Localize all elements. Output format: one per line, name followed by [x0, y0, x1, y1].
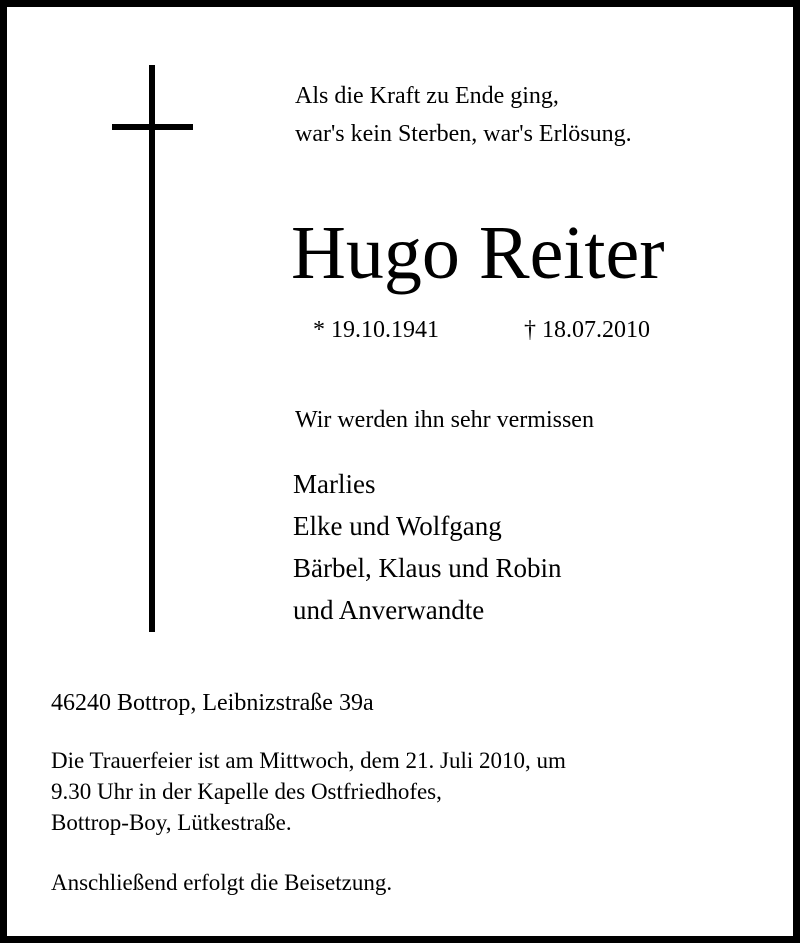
ceremony-line: 9.30 Uhr in der Kapelle des Ostfriedhofes, [51, 779, 442, 804]
cross-vertical-bar [149, 65, 155, 632]
birth-date: * 19.10.1941 [313, 317, 439, 343]
cross-horizontal-bar [112, 124, 193, 130]
ceremony-notice [51, 745, 566, 838]
verse-line-1: Als die Kraft zu Ende ging, [295, 83, 559, 109]
mourning-statement: Wir werden ihn sehr vermissen [295, 407, 594, 433]
mourners-list [293, 463, 561, 631]
mourner-name: und Anverwandte [293, 595, 485, 625]
ceremony-line: Die Trauerfeier ist am Mittwoch, dem 21. Juli 2010, um [51, 748, 566, 773]
burial-notice: Anschließend erfolgt die Beisetzung. [51, 870, 393, 895]
mourner-name: Elke und Wolfgang [293, 511, 502, 541]
death-date: † 18.07.2010 [524, 317, 650, 343]
family-address: 46240 Bottrop, Leibnizstraße 39a [51, 690, 374, 716]
verse [295, 77, 632, 153]
mourner-name: Bärbel, Klaus und Robin [293, 553, 562, 583]
deceased-name: Hugo Reiter [291, 211, 665, 295]
verse-line-2: war's kein Sterben, war's Erlösung. [295, 121, 632, 147]
ceremony-line: Bottrop-Boy, Lütkestraße. [51, 810, 292, 835]
mourner-name: Marlies [293, 469, 376, 499]
